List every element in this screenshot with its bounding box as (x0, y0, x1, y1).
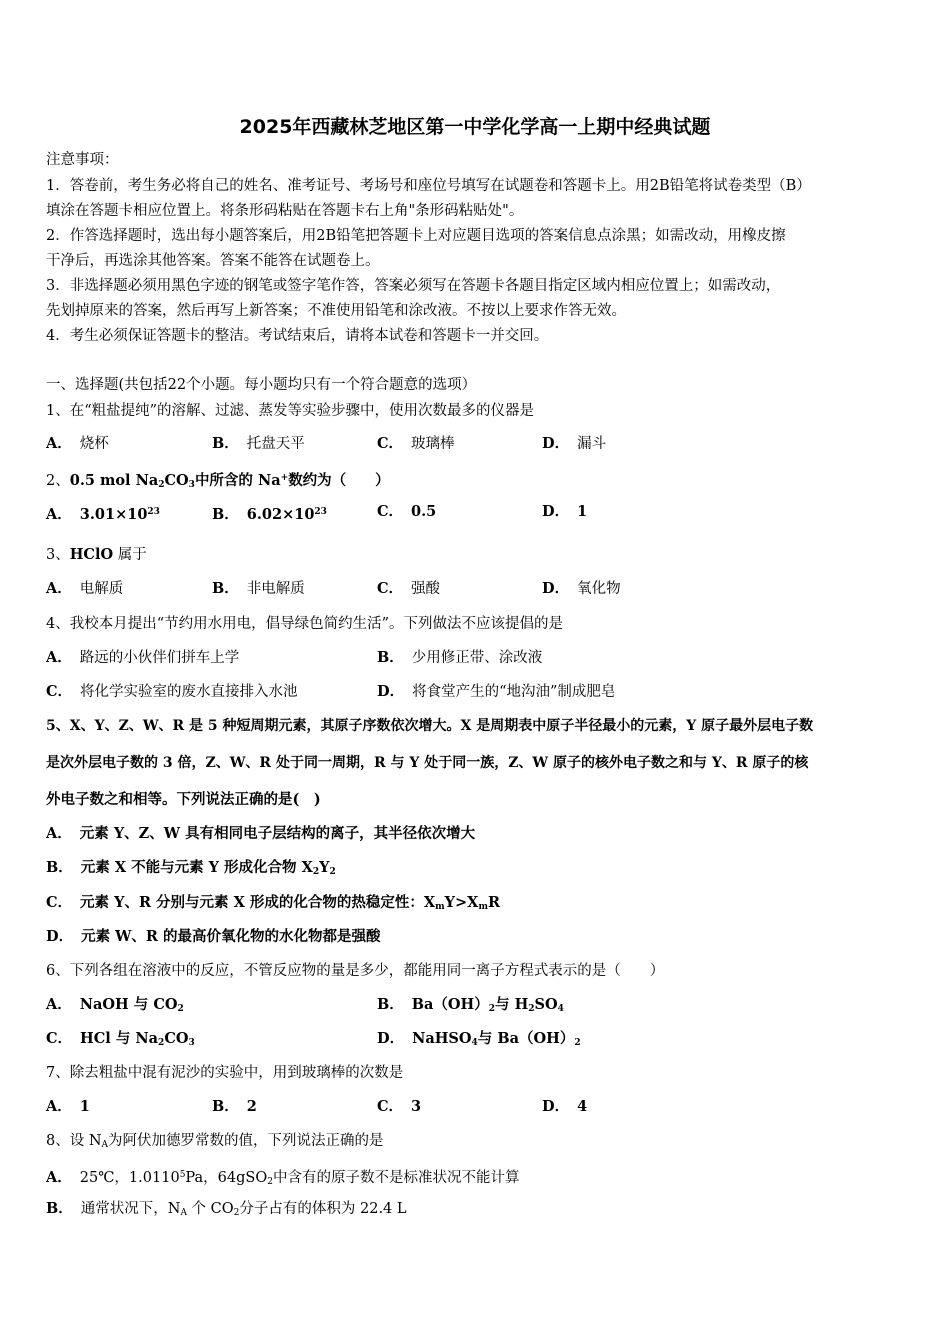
q1-option-d: D． 漏斗 (542, 435, 607, 452)
notice-line-6: 先划掉原来的答案，然后再写上新答案；不准使用铅笔和涂改液。不按以上要求作答无效。 (46, 303, 626, 319)
question-2-stem: 2、0.5 mol $Na_2CO_3$中所含的 Na+数约为（ ） (46, 472, 390, 490)
q7-option-b: B． 2 (212, 1098, 257, 1115)
q1-option-b: B． 托盘天平 (212, 435, 305, 452)
q3-option-b: B． 非电解质 (212, 580, 305, 597)
q4-option-b: B． 少用修正带、涂改液 (377, 649, 543, 666)
q7-option-a: A． 1 (46, 1098, 90, 1115)
q2-option-a: A． $3.01\times 10^{23}$ (46, 506, 160, 523)
q6-option-c: C． HCl 与 $Na_2CO_3$ (46, 1030, 195, 1048)
q2-option-d: D． 1 (542, 503, 588, 520)
q6-option-b: B． $Ba(OH)_2$与 $H_2SO_4$ (377, 996, 564, 1014)
question-1-stem: 1、在“粗盐提纯”的溶解、过滤、蒸发等实验步骤中，使用次数最多的仪器是 (46, 403, 535, 419)
q7-option-d: D． 4 (542, 1098, 588, 1115)
q6-option-a: A． NaOH 与 $CO_2$ (46, 996, 184, 1014)
page-title: 2025年西藏林芝地区第一中学化学高一上期中经典试题 (239, 116, 711, 138)
q8-option-a: A． 25℃，1.0110$^5$Pa，64gSO$_2$中含有的原子数不是标准状况不能计算 (46, 1169, 520, 1187)
q5-option-a: A． 元素 Y、Z、W 具有相同电子层结构的离子，其半径依次增大 (46, 825, 476, 842)
q2-option-c: C． 0.5 (377, 503, 437, 520)
q3-option-d: D． 氧化物 (542, 580, 621, 597)
q3-option-c: C． 强酸 (377, 580, 441, 597)
q1-option-a: A． 烧杯 (46, 435, 109, 452)
q4-option-a: A． 路远的小伙伴们拼车上学 (46, 649, 240, 666)
q7-option-c: C． 3 (377, 1098, 422, 1115)
question-6-stem: 6、下列各组在溶液中的反应，不管反应物的量是多少，都能用同一离子方程式表示的是（ ） (46, 963, 665, 979)
notice-line-3: 2．作答选择题时，选出每小题答案后，用2B铅笔把答题卡上对应题目选项的答案信息点涂黑；如需改动，用橡皮擦 (46, 228, 786, 244)
q5-option-b: B． 元素 X 不能与元素 Y 形成化合物 $X_2Y_2$ (46, 859, 336, 877)
q3-option-a: A． 电解质 (46, 580, 124, 597)
question-7-stem: 7、除去粗盐中混有泥沙的实验中，用到玻璃棒的次数是 (46, 1065, 404, 1081)
question-3-stem: 3、HClO 属于 (46, 546, 147, 563)
question-5-line-3: 外电子数之和相等。下列说法正确的是( ) (46, 791, 321, 808)
question-5-line-1: 5、X、Y、Z、W、R 是 5 种短周期元素，其原子序数依次增大。X 是周期表中原子半径最小的元素，Y 原子最外层电子数 (46, 718, 814, 734)
q4-option-c: C． 将化学实验室的废水直接排入水池 (46, 683, 298, 700)
notice-line-5: 3．非选择题必须用黑色字迹的钢笔或签字笔作答，答案必须写在答题卡各题目指定区域内相应位置上；如需改动， (46, 278, 781, 294)
q5-option-d: D． 元素 W、R 的最高价氧化物的水化物都是强酸 (46, 928, 381, 945)
question-4-stem: 4、我校本月提出“节约用水用电，倡导绿色简约生活”。下列做法不应该提倡的是 (46, 616, 564, 632)
notice-line-2: 填涂在答题卡相应位置上。将条形码粘贴在答题卡右上角"条形码粘贴处"。 (46, 203, 524, 219)
question-5-line-2: 是次外层电子数的 3 倍，Z、W、R 处于同一周期，R 与 Y 处于同一族，Z、W 原子的核外电子数之和与 Y、R 原子的核 (46, 755, 809, 771)
notice-heading: 注意事项： (46, 152, 119, 168)
q4-option-d: D． 将食堂产生的“地沟油”制成肥皂 (377, 683, 616, 700)
notice-line-1: 1．答卷前，考生务必将自己的姓名、准考证号、考场号和座位号填写在试题卷和答题卡上。用2B铅笔将试卷类型（B） (46, 178, 811, 194)
q2-option-b: B． $6.02\times 10^{23}$ (212, 506, 327, 523)
section-heading: 一、选择题(共包括22个小题。每小题均只有一个符合题意的选项） (46, 377, 477, 393)
q8-option-b: B． 通常状况下，$N_A$ 个 $CO_2$分子占有的体积为 22.4 L (46, 1200, 407, 1218)
q6-option-d: D． NaHSO$_4$与 $Ba(OH)_2$ (377, 1030, 581, 1048)
question-8-stem: 8、设 $N_A$为阿伏加德罗常数的值，下列说法正确的是 (46, 1133, 384, 1150)
q1-option-c: C． 玻璃棒 (377, 435, 455, 452)
q5-option-c: C． 元素 Y、R 分别与元素 X 形成的化合物的热稳定性：$X_mY>X_mR$ (46, 894, 501, 912)
notice-line-4: 干净后，再选涂其他答案。答案不能答在试题卷上。 (46, 253, 380, 269)
notice-line-7: 4．考生必须保证答题卡的整洁。考试结束后，请将本试卷和答题卡一并交回。 (46, 328, 549, 344)
